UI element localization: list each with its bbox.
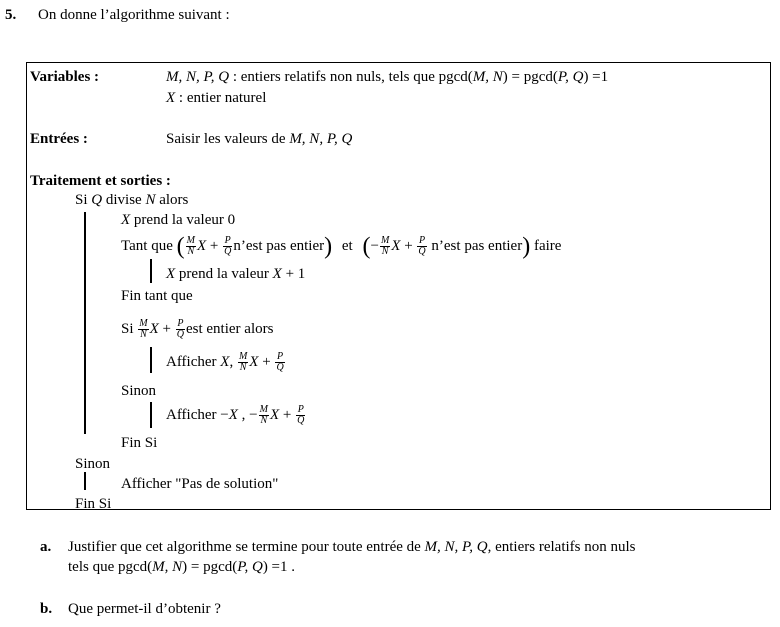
afficher-1-line: Afficher X, $\frac{M}{N}$ X + $\frac{P}{Q}$ bbox=[166, 351, 284, 374]
question-a-line-1: Justifier que cet algorithme se termine pour toute entrée de M, N, P, Q, entiers relatifs non nuls bbox=[68, 539, 636, 555]
afficher-3-line: Afficher "Pas de solution" bbox=[121, 476, 279, 492]
exercise-intro: On donne l’algorithme suivant : bbox=[38, 7, 230, 23]
variables-label: Variables : bbox=[30, 69, 100, 85]
si-block-bar bbox=[150, 347, 152, 373]
question-a-label: a. bbox=[40, 539, 52, 555]
tant-que-line: Tant que ( $\frac{M}{N}$ X + $\frac{P}{Q}$ n’est pas entier) et (− $\frac{M}{N}$ X + $\frac{P}{Q}$ n’est pas entier) faire bbox=[121, 233, 562, 260]
question-b-label: b. bbox=[40, 601, 53, 617]
variables-line-1: M, N, P, Q : entiers relatifs non nuls, tels que pgcd(M, N) = pgcd(P, Q) =1 bbox=[166, 69, 609, 85]
si-q-divise-n: Si Q divise N alors bbox=[75, 192, 189, 208]
variables-line-2: X : entier naturel bbox=[166, 90, 267, 106]
sinon-block-bar bbox=[150, 402, 152, 428]
x-init-line: X prend la valeur 0 bbox=[121, 212, 236, 228]
exercise-number: 5. bbox=[5, 7, 17, 23]
si-est-entier-line: Si $\frac{M}{N}$ X + $\frac{P}{Q}$ est entier alors bbox=[121, 318, 274, 341]
afficher-2-line: Afficher −X , − $\frac{M}{N}$ X + $\frac{P}{Q}$ bbox=[166, 404, 305, 427]
fin-tant-que: Fin tant que bbox=[121, 288, 193, 304]
outer-block-bar bbox=[84, 212, 86, 434]
question-a-line-2: tels que pgcd(M, N) = pgcd(P, Q) =1 . bbox=[68, 559, 296, 575]
traitement-label: Traitement et sorties : bbox=[30, 173, 171, 189]
fin-si-inner: Fin Si bbox=[121, 435, 158, 451]
x-incr-line: X prend la valeur X + 1 bbox=[166, 266, 306, 282]
question-b-text: Que permet-il d’obtenir ? bbox=[68, 601, 221, 617]
fin-si-outer: Fin Si bbox=[75, 496, 112, 512]
while-block-bar bbox=[150, 259, 152, 283]
sinon-inner: Sinon bbox=[121, 383, 157, 399]
entrees-line: Saisir les valeurs de M, N, P, Q bbox=[166, 131, 353, 147]
entrees-label: Entrées : bbox=[30, 131, 88, 147]
sinon-outer-bar bbox=[84, 472, 86, 490]
sinon-outer: Sinon bbox=[75, 456, 111, 472]
